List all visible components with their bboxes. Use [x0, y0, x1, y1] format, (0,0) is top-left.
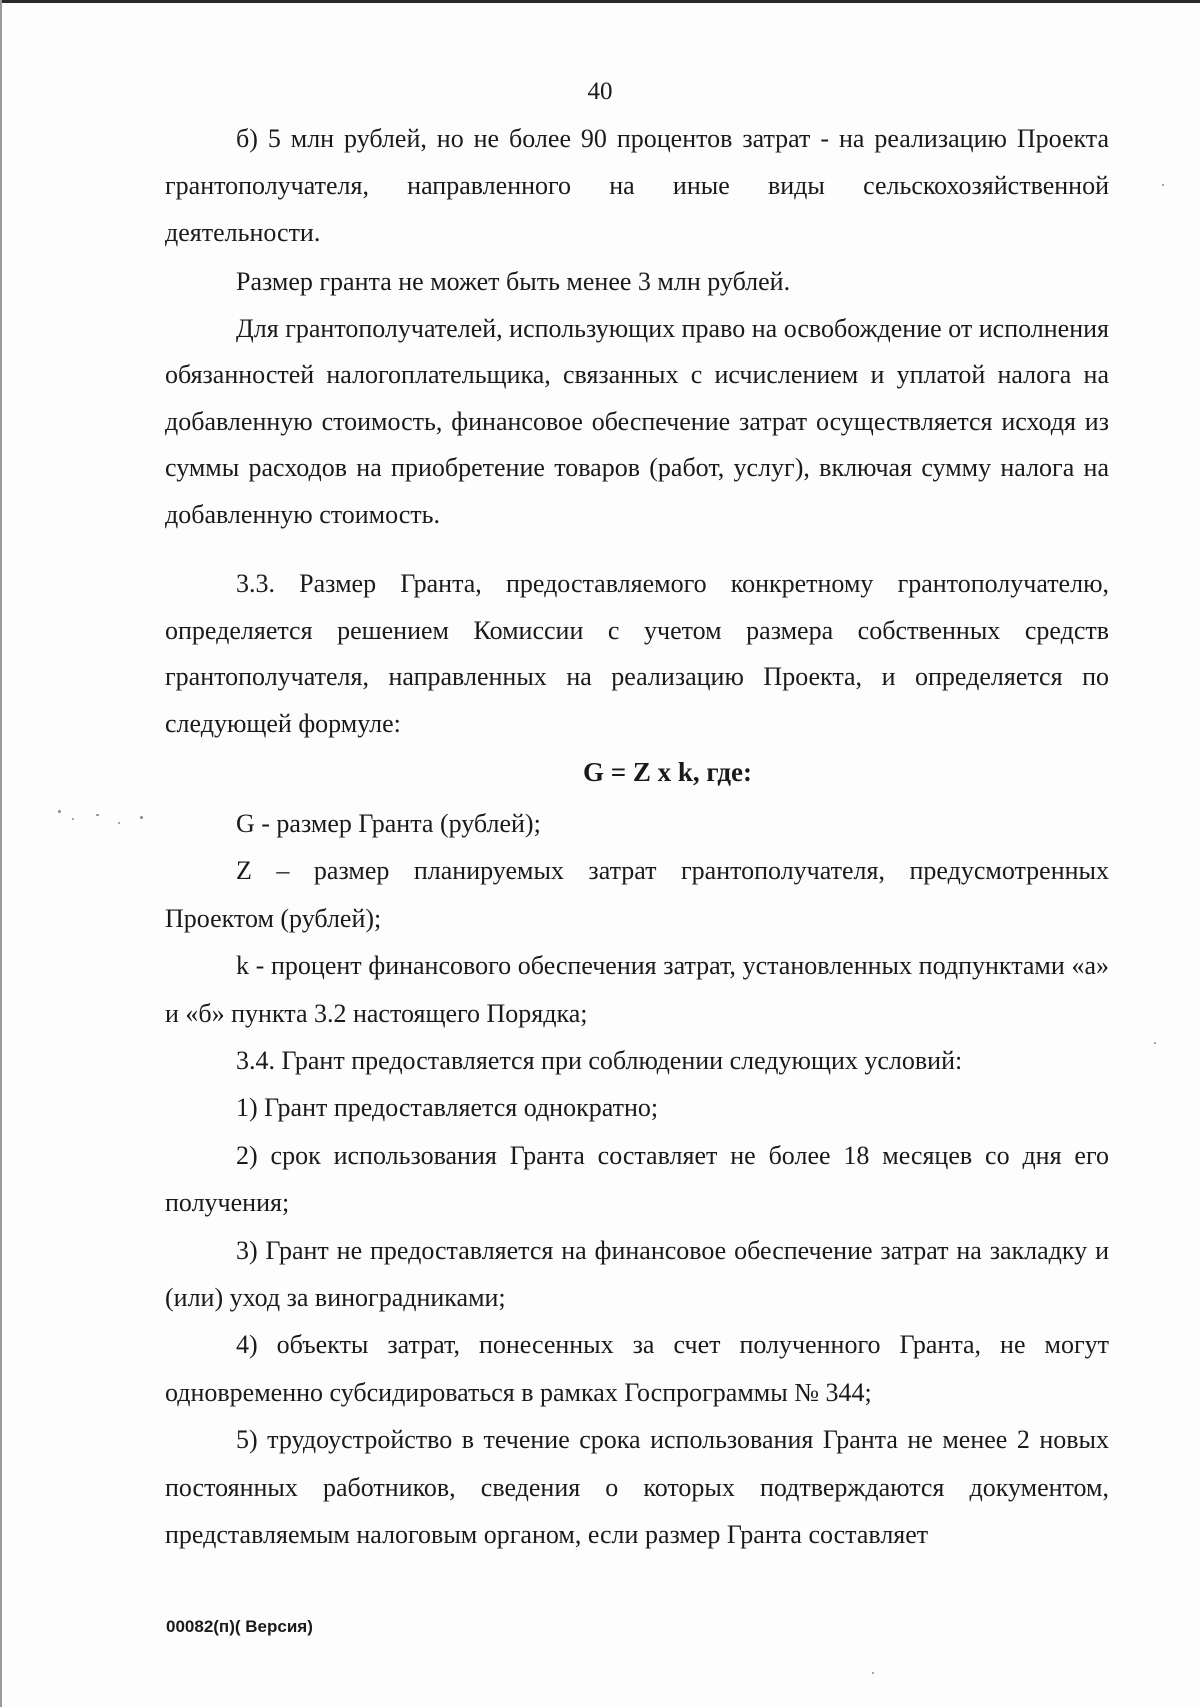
page-number: 40 [587, 78, 613, 105]
document-footer-code: 00082(п)( Версия) [166, 1617, 313, 1636]
paragraph-min-grant: Размер гранта не может быть менее 3 млн рублей. [236, 267, 791, 296]
scan-speck [872, 1672, 874, 1674]
paragraph-g-definition: G - размер Гранта (рублей); [236, 809, 541, 838]
paragraph-section-3-3: 3.3. Размер Гранта, предоставляемого конкретному грантополучателю, определяется решением Комиссии с учетом размера собственных средств грантополучателя, направленных на реализацию Проекта, и определяется по следующей формуле: [165, 569, 1109, 738]
paragraph-condition-2: 2) срок использования Гранта составляет не более 18 месяцев со дня его получения; [165, 1140, 1109, 1218]
scan-speck [1154, 1042, 1156, 1044]
scan-speck [140, 816, 143, 819]
paragraph-condition-3: 3) Грант не предоставляется на финансовое обеспечение затрат на закладку и (или) уход за виноградниками; [165, 1235, 1109, 1313]
paragraph-item-b: б) 5 млн рублей, но не более 90 процентов затрат - на реализацию Проекта грантополучателя, направленного на иные виды сельскохозяйственной деятельности. [165, 124, 1109, 247]
paragraph-z-definition: Z – размер планируемых затрат грантополучателя, предусмотренных Проектом (рублей); [165, 856, 1109, 933]
scan-speck [1162, 184, 1164, 186]
grant-formula: G = Z x k, где: [583, 757, 752, 787]
text-block-grant-size [165, 259, 1109, 538]
scan-speck [96, 814, 99, 816]
paragraph-condition-5: 5) трудоустройство в течение срока использования Гранта не менее 2 новых постоянных работников, сведения о которых подтверждаются документом, представляемым налоговым органом, если размер Гранта составляет [165, 1425, 1109, 1550]
text-block-intro [165, 115, 1109, 256]
paragraph-section-3-4: 3.4. Грант предоставляется при соблюдении следующих условий: [236, 1046, 963, 1076]
paragraph-condition-4: 4) объекты затрат, понесенных за счет полученного Гранта, не могут одновременно субсидироваться в рамках Госпрограммы № 344; [165, 1330, 1109, 1407]
scan-speck [118, 822, 120, 824]
paragraph-condition-1: 1) Грант предоставляется однократно; [236, 1093, 659, 1123]
scan-edge-left [0, 0, 2, 1707]
text-block-section-3-3 [165, 561, 1109, 747]
scan-edge-top [0, 0, 1200, 3]
paragraph-k-definition: k - процент финансового обеспечения затрат, установленных подпунктами «а» и «б» пункта 3.2 настоящего Порядка; [165, 951, 1109, 1028]
scan-speck [58, 810, 61, 813]
text-block-formula-legend [165, 800, 1109, 1559]
paragraph-vat: Для грантополучателей, использующих право на освобождение от исполнения обязанностей налогоплательщика, связанных с исчислением и уплатой налога на добавленную стоимость, финансовое обеспечение затрат осуществляется исходя из суммы расходов на приобретение товаров (работ, услуг), включая сумму налога на добавленную стоимость. [165, 313, 1109, 529]
scan-speck [72, 818, 74, 820]
